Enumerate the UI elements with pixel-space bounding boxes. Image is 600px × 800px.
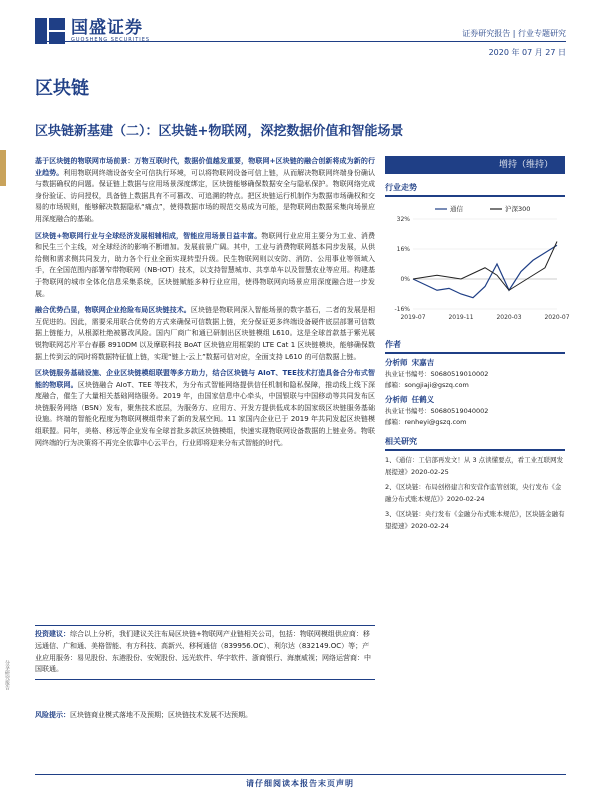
trend-title: 行业走势: [385, 182, 565, 197]
report-header: [0, 0, 600, 62]
invest-body: 综合以上分析，我们建议关注布局区块链+物联网产业链相关公司，包括：物联网模组供应商：移远通信、广和通、美格智能、有方科技、高新兴、移柯通信（839956.OC）、利尔达（832149.OC）等；产业应用服务：易见股份、东港股份、安妮股份、远光软件、华宇软件、浙商银行、海康威视；网络运营商：中国联通。: [35, 630, 371, 674]
risk-label: 风险提示：: [35, 711, 70, 719]
author-reg: 执业证书编号：S0680519040002: [385, 407, 489, 415]
related-item[interactable]: 1、《通信：工信部再发文！从 3 点读懂要点，看工业互联网发展提速》2020-02-25: [385, 456, 564, 476]
page-title: 区块链: [35, 78, 89, 99]
author-role: 分析师: [385, 358, 408, 367]
side-accent: [0, 150, 6, 186]
author-1: [385, 357, 565, 391]
risk-warning: [35, 710, 375, 722]
author-name: 宋嘉吉: [411, 358, 435, 367]
paragraph-body: 物联网行业应用主要分为工业、消费和民生三个主线，对全球经济的影响不断增加。发展前景广阔。其中，工业与消费物联网基本同步发展，从供给侧和需求侧共同发力，助力各个行业全面实现转型升级。民生物联网则以安防、消防、公用事业等领域入手，在全国范围内部署窄带物联网（NB-IOT）技术，以支持智慧城市、共享单车以及智慧农业等应用。构建基于物联网的城市全体化信息采集系统，区块链赋能多种行业应用，使得物联网向场景应用深度融合进一步发展。: [35, 231, 375, 298]
footer-divider: [35, 774, 566, 775]
x-tick-label: 2019-11: [448, 314, 474, 321]
header-divider: [35, 41, 566, 42]
invest-label: 投资建议：: [35, 630, 70, 638]
footer-disclaimer: 请仔细阅读本报告末页声明: [246, 779, 354, 788]
y-tick-label: 16%: [396, 246, 410, 253]
report-date: 2020 年 07 月 27 日: [488, 48, 566, 57]
author-email[interactable]: 邮箱：songjiaji@gszq.com: [385, 381, 469, 389]
paragraph-4: [35, 368, 375, 449]
author-role: 分析师: [385, 395, 408, 404]
author-email[interactable]: 邮箱：renheyi@gszq.com: [385, 418, 467, 426]
author-name: 任鹤义: [411, 395, 435, 404]
paragraph-lead: 区块链+物联网行业与全球经济发展相辅相成，智能应用场景日益丰富。: [35, 231, 262, 240]
y-tick-label: 32%: [396, 216, 410, 223]
y-tick-label: -16%: [394, 306, 410, 313]
x-tick-label: 2019-07: [400, 314, 426, 321]
authors-title: 作者: [385, 339, 565, 354]
risk-body: 区块链商业模式落地不及预期；区块链技术发展不达预期。: [70, 711, 252, 719]
author-reg: 执业证书编号：S0680519010002: [385, 370, 489, 378]
rating-badge: 增持（维持）: [385, 156, 565, 174]
paragraph-lead: 融合优势凸显，物联网企业抢险布局区块链技术。: [35, 306, 191, 315]
author-2: [385, 394, 565, 428]
x-tick-label: 2020-07: [544, 314, 570, 321]
right-column: [385, 156, 570, 532]
series-line-0: [413, 245, 557, 298]
paragraph-1: [35, 156, 375, 226]
trend-chart: [385, 197, 570, 327]
paragraph-body: 区块链是物联网深入智能场景的数字基石，二者的发展是相互促进的。因此，需要采用联合优势的方式来确保可信数据上链，充分保证更多终端设备硬件底层部署可信数据上链能力，从根源杜绝被篡改风险。国内厂商广和通已研制出区块链模组 L610。这是全球首款基于紫光展锐物联网芯片平台春藤 8910DM 以及摩联科技 BoAT 区块链应用框架的 LTE Cat 1 区块链模块，能够确保数据上传到云的同时将数据特征值上链，实现“链上-云上”数据可信对应，全面支持 L610 的可信数据上链。: [35, 306, 376, 361]
related-title: 相关研究: [385, 436, 565, 451]
y-tick-label: 0%: [400, 276, 410, 283]
company-name-en: GUOSHENG SECURITIES: [71, 37, 151, 43]
paragraph-body: 区块链融合 AIoT、TEE 等技术，为分布式智能网络提供信任机制和隐私保障，推动线上线下深度融合，催生了大量相关基础网络服务。2019 年，由国家信息中心牵头，中国银联与中国移动等共同发布区块链服务网络（BSN）发布，聚焦技术底层，为服务方、应用方、开发方提供低成本的国家级区块链服务基础设施。终端的智能化程度为物联网模组带来了新的发展空间。11 家国内企业已于 2019 年共同发起区块链模组联盟。同年，美格、移远等企业发布全球首批多款区块链模组，快速实现物联网设备数据的上链业务。物联网终端的行为决策将不再完全依靠中心云平台，行业即将迎来分布式智能的时代。: [35, 380, 376, 447]
paragraph-lead: 区块链服务基础设施、企业区块链模组联盟等多方助力，结合区块链与 AIoT、TEE技术打造具备合分布式智能的物联网。: [35, 369, 375, 389]
side-note: 分享研究报告: [4, 660, 10, 690]
paragraph-body: 利用物联网终端设备安全可信执行环境，可以将物联网设备可信上链，从而解决物联网终端身份确认与数据确权的问题。保证链上数据与应用场景深度绑定，区块链能够确保数据安全与隐私保护。物联网络完成身份验证、访问授权，具备链上数据具有不可篡改、可追溯的特点。把区块链运行机制作为数据市场确权和交易的市场规则，能够解决数据隐私“痛点”，使得数据市场的规范交易成为可能，是物联网由数据采集向场景应用深度融合的基础。: [35, 168, 376, 223]
x-tick-label: 2020-03: [496, 314, 522, 321]
page-subtitle: 区块链新基建（二）：区块链+物联网，深挖数据价值和智能场景: [35, 124, 404, 139]
report-type: 证券研究报告 | 行业专题研究: [462, 29, 566, 38]
investment-advice: [35, 625, 375, 680]
paragraph-3: [35, 305, 375, 363]
paragraph-2: [35, 231, 375, 301]
related-item[interactable]: 2、《区块链：布局创格建言和安营作监管创策，央行发布《金融分布式账本规范》》2020-02-24: [385, 483, 562, 503]
legend-label: 通信: [450, 205, 463, 213]
legend-label: 沪深300: [505, 205, 531, 213]
related-item[interactable]: 3、《区块链：央行发布《金融分布式账本规范》，区块链金融有望提速》2020-02-24: [385, 510, 565, 530]
paragraph-lead: 基于区块链的物联网市场前景：万物互联时代，数据价值越发重要，物联网+区块链的融合创新将成为新的行业趋势。: [35, 157, 375, 177]
main-body: [35, 156, 375, 454]
company-name: 国盛证券: [71, 18, 143, 38]
